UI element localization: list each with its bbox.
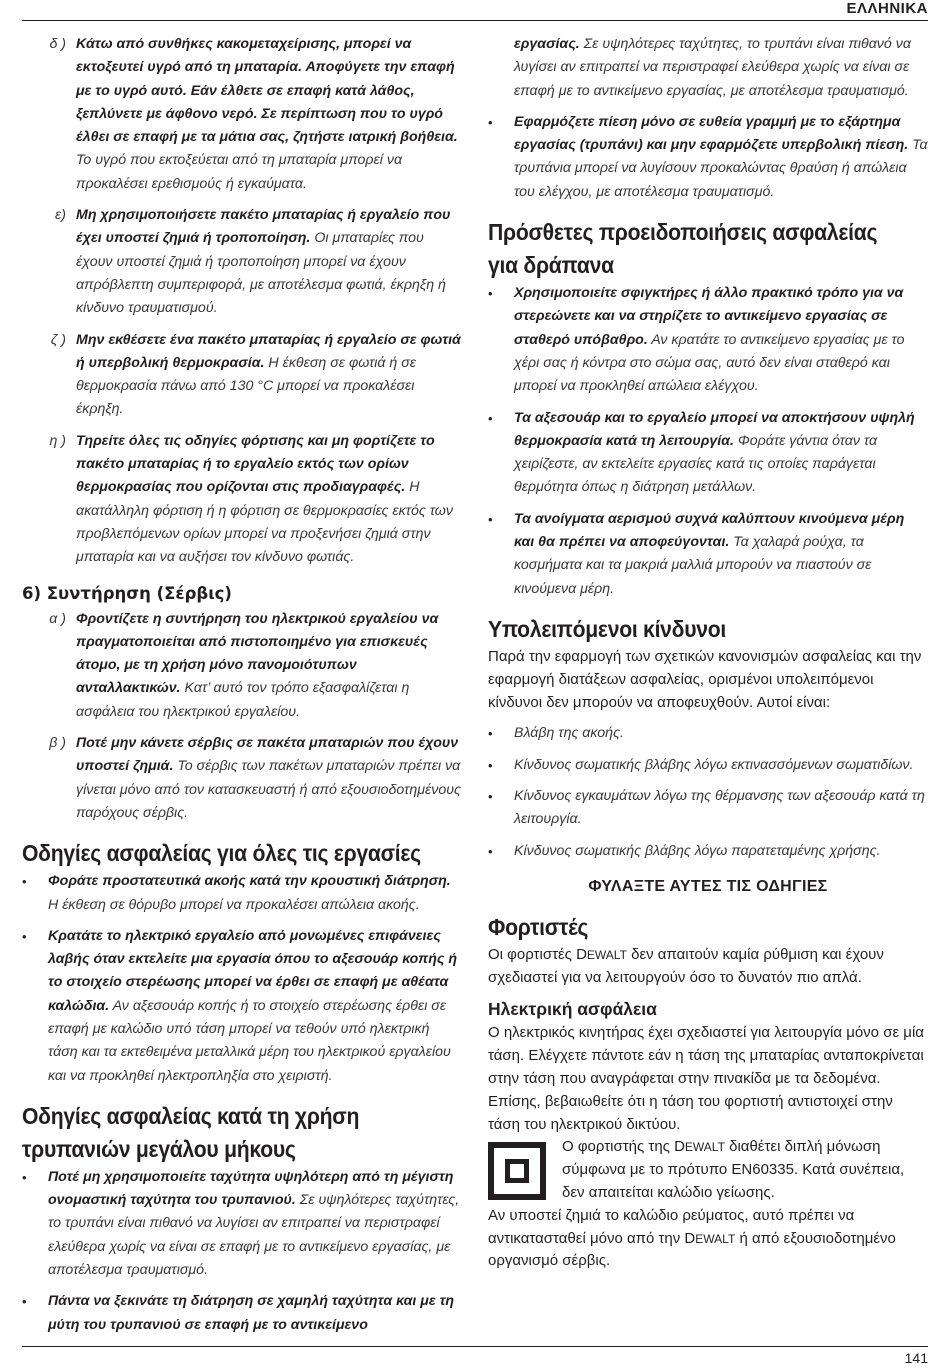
residual-item [488, 754, 928, 777]
item-text [48, 1290, 462, 1337]
item-text [72, 430, 462, 570]
drill-heading-line1: Πρόσθετες προειδοποιήσεις ασφαλείας [488, 219, 878, 246]
item-normal: Αν κρατάτε το αντικείμενο εργασίας με το χέρι σας ή κόντρα στο σώμα σας, αυτό δεν είναι σταθερό και μπορεί να προκληθεί απώλεια ελέγχου. [514, 331, 905, 395]
item-label: α ) [49, 610, 66, 627]
chargers-heading: Φορτιστές [488, 913, 589, 940]
item-label: ε) [55, 207, 66, 224]
item-text: Κίνδυνος εγκαυμάτων λόγω της θέρμανσης των αξεσουάρ κατά τη λειτουργία. [514, 787, 925, 828]
bullet-dot: • [22, 1169, 27, 1185]
item-text: Κίνδυνος σωματικής βλάβης λόγω εκτινασσόμενων σωματιδίων. [514, 756, 914, 773]
item-bold: Τα αξεσουάρ και το εργαλείο μπορεί να αποκτήσουν υψηλή θερμοκρασία κατά τη λειτουργία. [514, 409, 915, 449]
service-heading: 6) Συντήρηση (Σέρβις) [22, 583, 232, 603]
residual-heading: Υπολειπόμενοι κίνδυνοι [488, 615, 727, 642]
left-column [22, 33, 462, 1337]
item-text [72, 732, 462, 825]
item-text [48, 925, 462, 1088]
item-normal: Σε υψηλότερες ταχύτητες, το τρυπάνι είναι πιθανό να λυγίσει αν επιτραπεί να περιστραφεί ελεύθερα χωρίς να είναι σε επαφή με το αντικείμενο εργασίας, με αποτέλεσμα τραυματισμό. [48, 1192, 460, 1279]
item-normal: Τα τρυπάνια μπορεί να λυγίσουν προκαλώντας θραύση ή απώλεια του ελέγχου, με αποτέλεσμα τραυματισμό. [514, 137, 928, 200]
item-text: Βλάβη της ακοής. [514, 725, 624, 742]
item-text [72, 204, 462, 320]
item-normal: Η ακατάλληλη φόρτιση ή η φόρτιση σε θερμοκρασίες εκτός των προβλεπόμενων ορίων μπορεί να προξενήσει ζημιά στην μπαταρία και να αυξήσει τον κίνδυνο φωτιάς. [76, 479, 453, 566]
item-text [48, 1166, 462, 1282]
item-bold: Μην εκθέσετε ένα πακέτο μπαταρίας ή εργαλείο σε φωτιά ή υπερβολική θερμοκρασία. [76, 331, 461, 371]
bullet-item [488, 508, 928, 601]
item-bold: Κρατάτε το ηλεκτρικό εργαλείο από μονωμένες επιφάνειες λαβής όταν εκτελείτε μια εργασία όπου το αξεσουάρ κοπής ή το στοιχείο στερέωσης μπορεί να έρθει σε επαφή με αθέατα καλώδια. [48, 927, 458, 1014]
bullet-dot: • [488, 726, 493, 742]
bullet-dot: • [488, 286, 493, 302]
long-bits-heading-line1: Οδηγίες ασφαλείας κατά τη χρήση [22, 1102, 360, 1129]
drill-heading-line2: για δράπανα [488, 252, 614, 279]
residual-item [488, 722, 928, 745]
bullet-dot: • [488, 114, 493, 130]
all-operations-heading: Οδηγίες ασφαλείας για όλες τις εργασίες [22, 840, 421, 867]
double-insulation-text: Ο φορτιστής της DEWALT διαθέτει διπλή μόνωση σύμφωνα με το πρότυπο EN60335. Κατά συνέπεια, δεν απαιτείται καλώδιο γείωσης. [562, 1138, 905, 1201]
item-text: Κίνδυνος σωματικής βλάβης λόγω παρατεταμένης χρήσης. [514, 842, 881, 859]
bullet-dot: • [488, 788, 493, 804]
bullet-item [488, 282, 928, 398]
item-label: δ ) [49, 36, 66, 52]
battery-item [22, 204, 462, 320]
residual-item [488, 840, 928, 863]
item-normal: Το σέρβις των πακέτων μπαταριών πρέπει να γίνεται μόνο από τον κατασκευαστή ή από εξουσιοδοτημένους παρόχους σέρβις. [76, 758, 461, 821]
power-cord-text: Αν υποστεί ζημιά το καλώδιο ρεύματος, αυτό πρέπει να αντικατασταθεί μόνο από την DEWALT ή από εξουσιοδοτημένο οργανισμό σέρβις. [488, 1206, 896, 1270]
item-text [514, 282, 928, 398]
item-label: β ) [49, 735, 66, 752]
item-text [514, 33, 928, 103]
header-language: ΕΛΛΗΝΙΚΑ [846, 0, 928, 17]
bullet-item [22, 870, 462, 917]
item-normal: Κατ’ αυτό τον τρόπο εξασφαλίζεται η ασφάλεια του ηλεκτρικού εργαλείου. [76, 680, 410, 720]
bullet-dot: • [488, 511, 493, 527]
item-text [72, 608, 462, 724]
item-bold: Μη χρησιμοποιήσετε πακέτο μπαταρίας ή εργαλείο που έχει υποστεί ζημιά ή τροποποίηση. [76, 207, 451, 247]
bullet-item [488, 111, 928, 204]
item-bold: Τα ανοίγματα αερισμού συχνά καλύπτουν κινούμενα μέρη και θα πρέπει να αποφεύγονται. [514, 510, 905, 551]
item-normal: Το υγρό που εκτοξεύεται από τη μπαταρία μπορεί να προκαλέσει ερεθισμούς ή εγκαύματα. [76, 152, 403, 192]
chargers-text: Οι φορτιστές DEWALT δεν απαιτούν καμία ρύθμιση και έχουν σχεδιαστεί για να λειτουργούν όσο το δυνατόν πιο απλά. [488, 945, 884, 986]
item-label: ζ ) [50, 331, 66, 348]
battery-item [22, 329, 462, 422]
item-text [514, 508, 928, 601]
item-text [72, 33, 462, 196]
bullet-item [488, 407, 928, 500]
battery-item [22, 430, 462, 570]
item-bold: Κάτω από συνθήκες κακομεταχείρισης, μπορεί να εκτοξευτεί υγρό από τη μπαταρία. Αποφύγετε την επαφή με το υγρό αυτό. Εάν έλθετε σε επαφή κατά λάθος, ξεπλύνετε με άφθονο νερό. Σε περίπτωση που το υγρό έλθει σε επαφή με τα μάτια σας, ζητήστε ιατρική βοήθεια. [76, 36, 458, 146]
double-insulation-icon [488, 1142, 546, 1200]
bullet-item [22, 1290, 462, 1337]
item-normal: Τα χαλαρά ρούχα, τα κοσμήματα και τα μακριά μαλλιά μπορούν να πιαστούν σε κινούμενα μέρη. [514, 534, 872, 597]
item-bold: Χρησιμοποιείτε σφιγκτήρες ή άλλο πρακτικό τρόπο για να στερεώνετε και να στηρίζετε το αντικείμενο εργασίας σε σταθερό υπόβαθρο. [514, 285, 904, 348]
bullet-dot: • [22, 874, 27, 890]
long-bits-heading-line2: τρυπανιών μεγάλου μήκους [22, 1135, 296, 1162]
item-bold: Ποτέ μη χρησιμοποιείτε ταχύτητα υψηλότερη από τη μέγιστη ονομαστική ταχύτητα του τρυπανιού. [48, 1168, 454, 1209]
item-bold: Εφαρμόζετε πίεση μόνο σε ευθεία γραμμή με το εξάρτημα εργασίας (τρυπάνι) και μην εφαρμόζετε υπερβολική πίεση. [514, 113, 909, 154]
residual-intro: Παρά την εφαρμογή των σχετικών κανονισμών ασφαλείας και την εφαρμογή διατάξεων ασφαλείας, ορισμένοι υπολειπόμενοι κίνδυνοι δεν μπορούν να αποφευχθούν. Αυτοί είναι: [488, 647, 922, 711]
service-item [22, 608, 462, 724]
item-text [514, 407, 928, 500]
item-bold: Πάντα να ξεκινάτε τη διάτρηση σε χαμηλή ταχύτητα και με τη μύτη του τρυπανιού σε επαφή με το αντικείμενο [48, 1293, 455, 1333]
electrical-safety-heading: Ηλεκτρική ασφάλεια [488, 999, 657, 1020]
service-item [22, 732, 462, 825]
item-normal: Σε υψηλότερες ταχύτητες, το τρυπάνι είναι πιθανό να λυγίσει αν επιτραπεί να περιστραφεί ελεύθερα χωρίς να είναι σε επαφή με το αντικείμενο εργασίας, με αποτέλεσμα τραυματισμό. [514, 36, 911, 99]
right-column [488, 33, 928, 1273]
residual-item [488, 785, 928, 832]
item-text [48, 870, 462, 917]
item-bold: Φροντίζετε η συντήρηση του ηλεκτρικού εργαλείου να πραγματοποιείται από πιστοποιημένο για επισκευές άτομο, με τη χρήση μόνο πανομοιότυπων ανταλλακτικών. [76, 610, 439, 697]
battery-item [22, 33, 462, 196]
bullet-dot: • [22, 1294, 27, 1310]
electrical-safety-text: Ο ηλεκτρικός κινητήρας έχει σχεδιαστεί για λειτουργία μόνο σε μία τάση. Ελέγχετε πάντοτε εάν η τάση της μπαταρίας ανταποκρίνεται στην τάση που αναγράφεται στην πινακίδα με τα δεδομένα. Επίσης, βεβαιωθείτε ότι η τάση του φορτιστή αντιστοιχεί στην τάση του ηλεκτρικού δικτύου. [488, 1024, 924, 1133]
keep-instructions-heading: ΦΥΛΑΞΤΕ ΑΥΤΕΣ ΤΙΣ ΟΔΗΓΙΕΣ [588, 877, 828, 895]
header-rule [22, 20, 928, 21]
bullet-dot: • [22, 928, 27, 944]
item-bold: Ποτέ μην κάνετε σέρβις σε πακέτα μπαταριών που έχουν υποστεί ζημιά. [76, 735, 459, 775]
item-normal: Η έκθεση σε φωτιά ή σε θερμοκρασία πάνω από 130 °C μπορεί να προκαλέσει έκρηξη. [76, 354, 417, 418]
bullet-item [22, 925, 462, 1088]
item-normal: Φοράτε γάντια όταν τα χειρίζεστε, αν εκτελείτε εργασίες κατά τις οποίες παράγεται θερμότητα όπως η διάτρηση μετάλλων. [514, 432, 878, 496]
bullet-dot: • [488, 757, 493, 773]
page-number: 141 [904, 1350, 928, 1366]
item-bold: Τηρείτε όλες τις οδηγίες φόρτισης και μη φορτίζετε το πακέτο μπαταρίας ή το εργαλείο εκτός των ορίων θερμοκρασίας που ορίζονται στις προδιαγραφές. [76, 432, 435, 496]
bullet-item [22, 1166, 462, 1282]
item-label: η ) [49, 432, 66, 449]
bullet-dot: • [488, 843, 493, 859]
footer-rule [22, 1346, 928, 1347]
item-normal: Οι μπαταρίες που έχουν υποστεί ζημιά ή τροποποίηση μπορεί να έχουν απρόβλεπτη συμπεριφορά, με αποτέλεσμα φωτιά, έκρηξη ή κίνδυνο τραυματισμού. [76, 230, 446, 317]
double-insulation-row [488, 1136, 928, 1204]
item-normal: Η έκθεση σε θόρυβο μπορεί να προκαλέσει απώλεια ακοής. [48, 896, 420, 913]
item-text [72, 329, 462, 422]
bullet-dot: • [488, 410, 493, 426]
item-text [514, 111, 928, 204]
item-bold: Φοράτε προστατευτικά ακοής κατά την κρουστική διάτρηση. [48, 873, 451, 890]
item-bold: εργασίας. [514, 36, 580, 52]
continued-item [488, 33, 928, 103]
item-normal: Αν αξεσουάρ κοπής ή το στοιχείο στερέωσης έρθει σε επαφή με καλώδιο υπό τάση μπορεί να τεθούν υπό ηλεκτρική τάση και τα εκτεθειμένα μεταλλικά μέρη του ηλεκτρικού εργαλείου και να προκληθεί ηλεκτροπληξία στο χειριστή. [48, 997, 451, 1084]
